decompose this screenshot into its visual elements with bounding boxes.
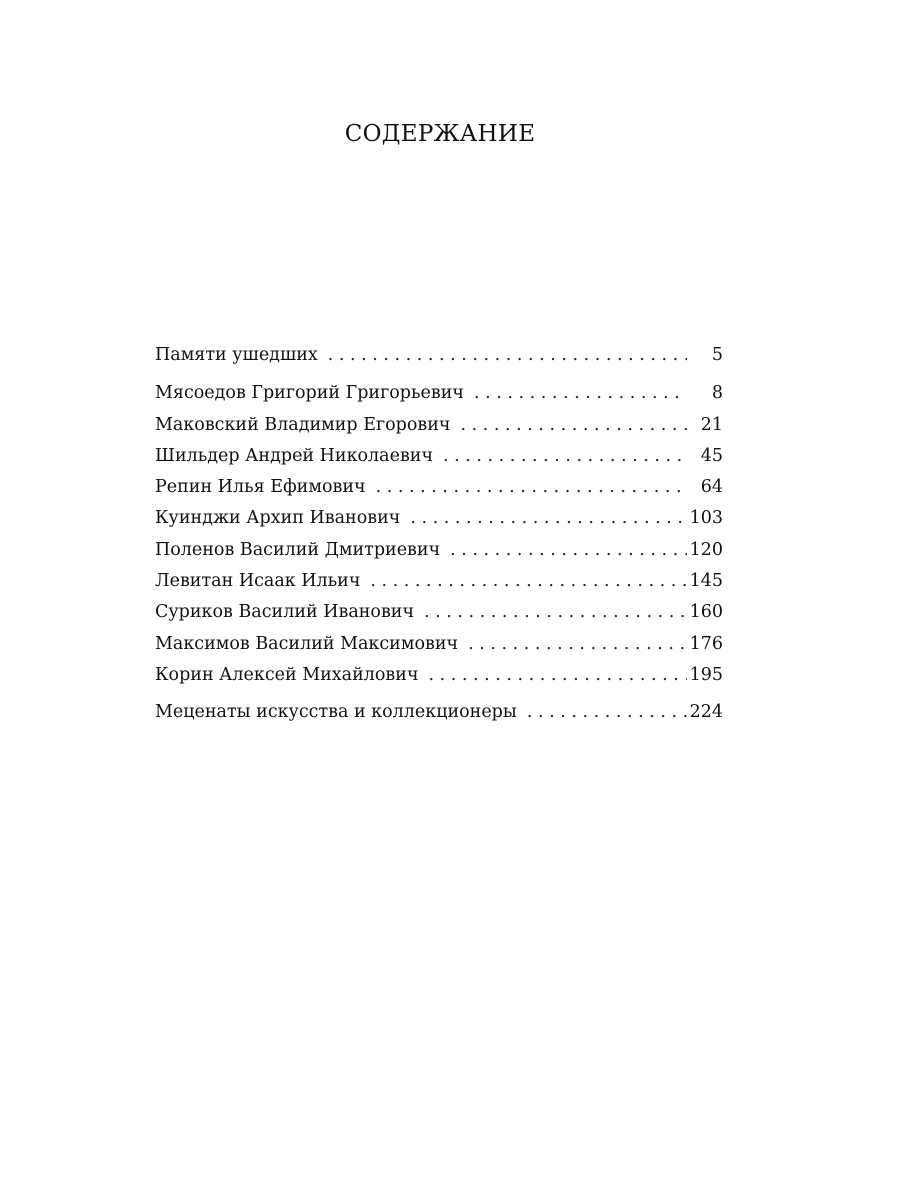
toc-entry-label: Маковский Владимир Егорович [155, 414, 451, 435]
toc-entry [155, 566, 723, 597]
toc-page-number: 8 [711, 383, 723, 404]
toc-entry [155, 378, 723, 409]
dot-leader [429, 660, 687, 691]
dot-leader [443, 441, 687, 472]
page-title: СОДЕРЖАНИЕ [344, 121, 536, 147]
toc-entry-label: Максимов Василий Максимович [155, 633, 459, 654]
toc-entry-label: Куинджи Архип Иванович [155, 508, 401, 529]
toc-entry [155, 597, 723, 628]
toc-entry-label: Мясоедов Григорий Григорьевич [155, 383, 464, 404]
toc-page-number: 120 [689, 539, 723, 560]
toc-entry-label: Меценаты искусства и коллекционеры [155, 702, 517, 723]
toc-entry [155, 410, 723, 441]
toc-entry-label: Памяти ушедших [155, 345, 318, 365]
dot-leader [461, 410, 687, 441]
toc-entry-label: Левитан Исаак Ильич [155, 571, 361, 592]
toc-page-number: 145 [689, 571, 723, 592]
toc-page-number: 176 [689, 633, 723, 654]
toc-entry [155, 697, 723, 728]
toc-page-number: 45 [700, 445, 723, 466]
toc-entry [155, 660, 723, 691]
toc-page-number: 195 [689, 664, 723, 685]
toc-page-number: 103 [689, 508, 723, 529]
toc-entry-label: Шильдер Андрей Николаевич [155, 445, 434, 466]
toc-entry [155, 503, 723, 534]
dot-leader [468, 629, 687, 660]
toc-entry-label: Суриков Василий Иванович [155, 602, 415, 623]
dot-leader [474, 378, 687, 409]
toc-page-number: 160 [689, 602, 723, 623]
toc-entry [155, 340, 723, 371]
toc-entry-label: Репин Илья Ефимович [155, 477, 366, 498]
dot-leader [376, 472, 687, 503]
toc-entry-label: Корин Алексей Михайлович [155, 664, 419, 685]
dot-leader [328, 340, 687, 371]
toc-page-number: 21 [700, 414, 723, 435]
toc-entry-label: Поленов Василий Дмитриевич [155, 539, 441, 560]
toc-entry [155, 629, 723, 660]
dot-leader [450, 535, 687, 566]
toc-page-number: 224 [689, 702, 723, 723]
dot-leader [527, 697, 687, 728]
toc-entry [155, 441, 723, 472]
toc-page-number: 5 [711, 345, 723, 365]
dot-leader [370, 566, 687, 597]
toc-page-number: 64 [700, 477, 723, 498]
toc-entry [155, 472, 723, 503]
dot-leader [424, 597, 687, 628]
toc-entry [155, 535, 723, 566]
dot-leader [410, 503, 687, 534]
table-of-contents [155, 340, 723, 729]
